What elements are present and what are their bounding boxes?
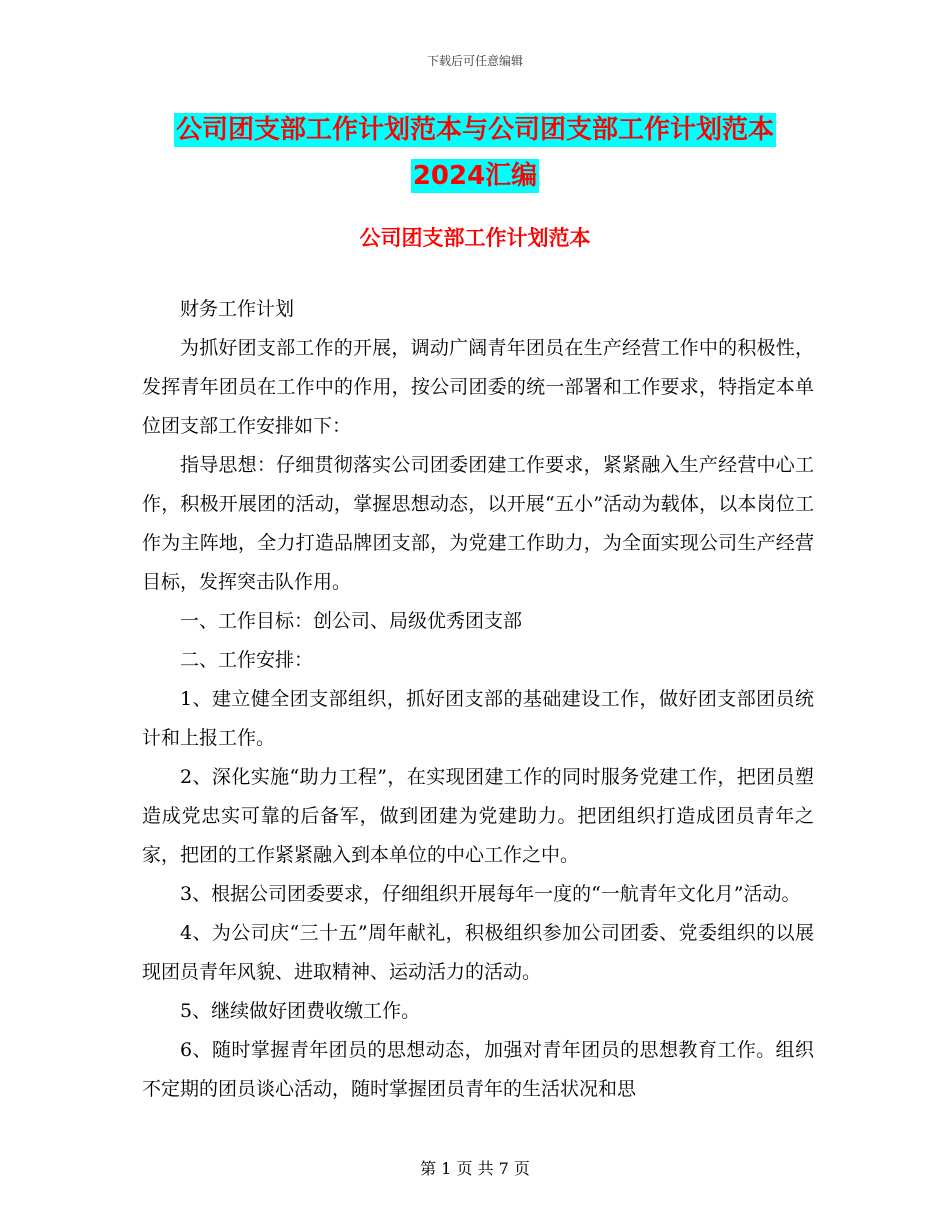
paragraph: 6、随时掌握青年团员的思想动态，加强对青年团员的思想教育工作。组织不定期的团员谈心活动，随时掌握团员青年的生活状况和思 bbox=[142, 1039, 814, 1100]
page-footer: 第 1 页 共 7 页 bbox=[420, 1159, 530, 1178]
document-title-text-1: 公司团支部工作计划范本与公司团支部工作计划范本 bbox=[175, 115, 774, 145]
paragraph: 指导思想：仔细贯彻落实公司团委团建工作要求，紧紧融入生产经营中心工作，积极开展团的活动，掌握思想动态，以开展“五小”活动为载体，以本岗位工作为主阵地，全力打造品牌团支部，为党建工作助力，为全面实现公司生产经营目标，发挥突击队作用。 bbox=[142, 454, 814, 593]
paragraph: 1、建立健全团支部组织，抓好团支部的基础建设工作，做好团支部团员统计和上报工作。 bbox=[142, 688, 814, 749]
paragraph: 5、继续做好团费收缴工作。 bbox=[180, 1000, 421, 1022]
document-title-text-2: 2024汇编 bbox=[412, 161, 538, 191]
document-body bbox=[142, 290, 814, 1109]
document-title-line-1 bbox=[0, 112, 950, 148]
section-title: 公司团支部工作计划范本 bbox=[359, 226, 591, 250]
document-title-line-2 bbox=[0, 158, 950, 194]
paragraph: 财务工作计划 bbox=[180, 298, 295, 320]
header-note: 下载后可任意编辑 bbox=[426, 54, 523, 68]
paragraph: 2、深化实施“助力工程”，在实现团建工作的同时服务党建工作，把团员塑造成党忠实可靠的后备军，做到团建为党建助力。把团组织打造成团员青年之家，把团的工作紧紧融入到本单位的中心工作之中。 bbox=[142, 766, 814, 866]
paragraph: 为抓好团支部工作的开展，调动广阔青年团员在生产经营工作中的积极性，发挥青年团员在工作中的作用，按公司团委的统一部署和工作要求，特指定本单位团支部工作安排如下： bbox=[142, 337, 814, 437]
paragraph: 二、工作安排： bbox=[180, 649, 314, 671]
paragraph: 一、工作目标：创公司、局级优秀团支部 bbox=[180, 610, 523, 632]
paragraph: 3、根据公司团委要求，仔细组织开展每年一度的“一航青年文化月”活动。 bbox=[180, 883, 801, 905]
paragraph: 4、为公司庆“三十五”周年献礼，积极组织参加公司团委、党委组织的以展现团员青年风貌、进取精神、运动活力的活动。 bbox=[142, 922, 814, 983]
